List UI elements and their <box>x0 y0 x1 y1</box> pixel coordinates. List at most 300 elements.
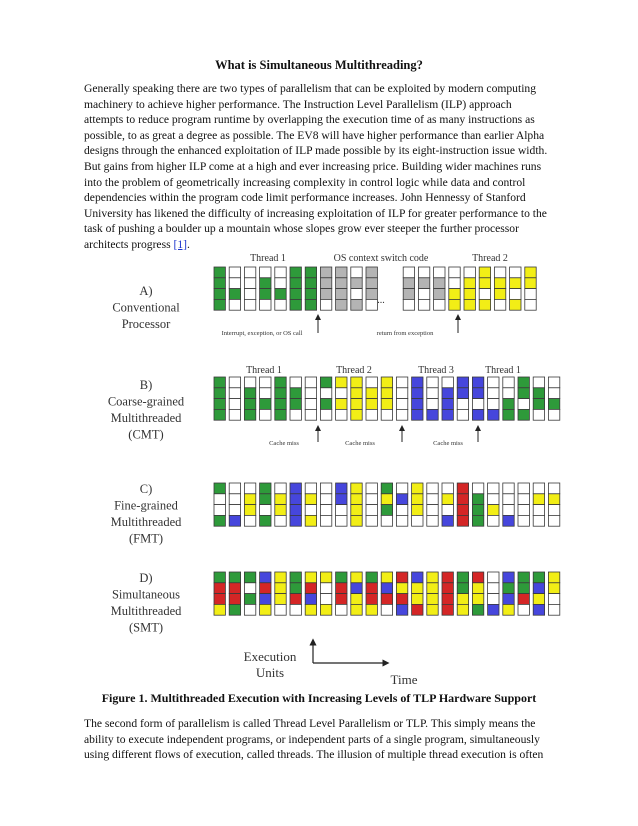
execution-slot <box>442 494 453 505</box>
execution-slot <box>488 594 499 605</box>
execution-slot <box>305 267 316 278</box>
execution-slot <box>479 278 490 289</box>
execution-slot <box>472 572 483 583</box>
intro-paragraph-line: Generally speaking there are two types of parallelism that can be exploited by modern computing <box>84 82 537 95</box>
execution-slot <box>260 409 271 420</box>
execution-slot <box>518 399 529 410</box>
execution-slot <box>449 278 460 289</box>
execution-slot <box>434 289 445 300</box>
thread-label: Thread 1 <box>485 365 521 376</box>
execution-slot <box>457 583 468 594</box>
row-label-line: Simultaneous <box>111 587 181 602</box>
execution-slot <box>229 572 240 583</box>
execution-slot <box>320 267 331 278</box>
execution-slot <box>412 377 423 388</box>
execution-slot <box>396 583 407 594</box>
execution-slot <box>412 594 423 605</box>
execution-slot <box>260 267 271 278</box>
execution-slot <box>351 572 362 583</box>
execution-slot <box>275 409 286 420</box>
execution-slot <box>418 299 429 310</box>
execution-slot <box>229 399 240 410</box>
tlp-paragraph-line: The second form of parallelism is called Thread Level Parallelism or TLP. This simply means the <box>84 717 536 730</box>
execution-slot <box>275 299 286 310</box>
execution-slot <box>260 505 271 516</box>
execution-slot <box>320 399 331 410</box>
execution-slot <box>260 388 271 399</box>
execution-slot <box>488 483 499 494</box>
execution-slot <box>336 594 347 605</box>
intro-paragraph-line: attempts to reduce program runtime by overlapping the execution time of as many instructions as <box>84 113 535 127</box>
execution-slot <box>229 299 240 310</box>
execution-slot <box>479 267 490 278</box>
execution-slot <box>525 278 536 289</box>
execution-slot <box>472 399 483 410</box>
execution-slot <box>457 515 468 526</box>
row-label-line: (CMT) <box>128 427 164 442</box>
execution-slot <box>464 289 475 300</box>
execution-slot <box>214 377 225 388</box>
execution-slot <box>214 278 225 289</box>
execution-slot <box>381 483 392 494</box>
execution-slot <box>548 505 559 516</box>
execution-slot <box>305 289 316 300</box>
execution-slot <box>260 377 271 388</box>
execution-slot <box>518 483 529 494</box>
reference-link[interactable]: [1] <box>173 237 188 251</box>
intro-paragraph-line: task of pushing a boulder up a mountain whose slopes grow ever steeper the further processor <box>84 222 519 236</box>
execution-slot <box>412 572 423 583</box>
execution-slot <box>434 267 445 278</box>
execution-slot <box>290 278 301 289</box>
execution-slot <box>412 604 423 615</box>
execution-slot <box>503 572 514 583</box>
figure-caption: Figure 1. Multithreaded Execution with Increasing Levels of TLP Hardware Support <box>101 691 537 705</box>
execution-slot <box>244 604 255 615</box>
row-label-line: Multithreaded <box>110 604 182 618</box>
execution-slot <box>275 572 286 583</box>
row-label-line: (SMT) <box>128 620 164 635</box>
execution-slot <box>351 388 362 399</box>
execution-slot <box>229 377 240 388</box>
execution-slot <box>503 583 514 594</box>
execution-slot <box>518 515 529 526</box>
execution-slot <box>412 505 423 516</box>
execution-slot <box>320 278 331 289</box>
execution-slot <box>305 409 316 420</box>
execution-slot <box>305 299 316 310</box>
execution-slot <box>260 299 271 310</box>
tlp-paragraph-line: using different flows of execution, called threads. The illusion of multiple thread execution is often <box>84 748 544 762</box>
execution-slot <box>442 515 453 526</box>
execution-slot <box>305 572 316 583</box>
execution-slot <box>275 399 286 410</box>
execution-slot <box>229 267 240 278</box>
horizontal-axis-label: Time <box>390 672 418 687</box>
execution-slot <box>214 289 225 300</box>
execution-slot <box>548 483 559 494</box>
execution-slot <box>351 399 362 410</box>
execution-slot <box>305 377 316 388</box>
thread-label: Thread 1 <box>246 365 282 376</box>
execution-slot <box>229 515 240 526</box>
execution-slot <box>548 572 559 583</box>
execution-slot <box>275 388 286 399</box>
execution-slot <box>525 267 536 278</box>
execution-slot <box>503 409 514 420</box>
execution-slot <box>320 494 331 505</box>
execution-slot <box>366 267 377 278</box>
execution-slot <box>214 604 225 615</box>
execution-slot <box>548 494 559 505</box>
execution-slot <box>336 483 347 494</box>
thread-label: Thread 2 <box>472 253 508 264</box>
vertical-axis-label: Units <box>255 665 285 680</box>
execution-slot <box>488 572 499 583</box>
execution-slot <box>229 483 240 494</box>
execution-slot <box>427 409 438 420</box>
execution-slot <box>351 594 362 605</box>
intro-paragraph-line: dependencies within the program code limit performance increases. John Hennessy of Stanford <box>84 191 526 205</box>
execution-slot <box>366 299 377 310</box>
execution-slot <box>275 377 286 388</box>
execution-slot <box>488 377 499 388</box>
execution-slot <box>427 583 438 594</box>
execution-slot <box>244 515 255 526</box>
execution-slot <box>260 515 271 526</box>
execution-slot <box>336 409 347 420</box>
execution-slot <box>503 483 514 494</box>
execution-slot <box>336 399 347 410</box>
execution-slot <box>320 505 331 516</box>
execution-slot <box>518 494 529 505</box>
execution-slot <box>412 583 423 594</box>
execution-slot <box>412 483 423 494</box>
execution-slot <box>260 572 271 583</box>
execution-slot <box>229 494 240 505</box>
execution-slot <box>214 505 225 516</box>
execution-slot <box>488 583 499 594</box>
execution-slot <box>290 267 301 278</box>
execution-slot <box>503 505 514 516</box>
execution-slot <box>510 289 521 300</box>
execution-slot <box>548 409 559 420</box>
execution-slot <box>488 494 499 505</box>
execution-slot <box>533 399 544 410</box>
execution-slot <box>525 299 536 310</box>
execution-slot <box>472 409 483 420</box>
execution-slot <box>260 289 271 300</box>
execution-slot <box>320 483 331 494</box>
execution-slot <box>418 267 429 278</box>
execution-slot <box>244 594 255 605</box>
execution-slot <box>351 604 362 615</box>
execution-slot <box>244 409 255 420</box>
execution-slot <box>403 267 414 278</box>
execution-slot <box>488 604 499 615</box>
execution-slot <box>381 494 392 505</box>
ellipsis-label: ... <box>377 295 385 306</box>
execution-slot <box>275 494 286 505</box>
execution-slot <box>366 515 377 526</box>
execution-slot <box>290 515 301 526</box>
execution-slot <box>320 377 331 388</box>
execution-slot <box>533 583 544 594</box>
execution-slot <box>275 594 286 605</box>
execution-slot <box>351 515 362 526</box>
execution-slot <box>412 399 423 410</box>
event-label: Cache miss <box>433 440 463 447</box>
execution-slot <box>336 583 347 594</box>
execution-slot <box>366 289 377 300</box>
execution-slot <box>533 594 544 605</box>
execution-slot <box>366 409 377 420</box>
execution-slot <box>351 583 362 594</box>
execution-slot <box>442 377 453 388</box>
execution-slot <box>503 494 514 505</box>
execution-slot <box>336 494 347 505</box>
event-label: Cache miss <box>269 440 299 447</box>
execution-slot <box>442 399 453 410</box>
execution-slot <box>381 377 392 388</box>
execution-slot <box>494 278 505 289</box>
execution-slot <box>472 604 483 615</box>
execution-slot <box>336 267 347 278</box>
execution-slot <box>229 594 240 605</box>
intro-paragraph-line: into the problem of geometrically increasing complexity in control logic while data and control <box>84 175 526 189</box>
execution-slot <box>214 409 225 420</box>
row-label-line: Processor <box>121 317 171 331</box>
execution-slot <box>244 505 255 516</box>
execution-slot <box>548 594 559 605</box>
row-label-line: B) <box>139 378 153 392</box>
execution-slot <box>366 572 377 583</box>
row-label-line: D) <box>139 571 153 585</box>
execution-slot <box>457 494 468 505</box>
execution-slot <box>214 594 225 605</box>
execution-slot <box>518 572 529 583</box>
execution-slot <box>403 289 414 300</box>
execution-slot <box>472 377 483 388</box>
execution-slot <box>244 388 255 399</box>
execution-slot <box>381 583 392 594</box>
execution-slot <box>290 399 301 410</box>
execution-slot <box>244 289 255 300</box>
execution-slot <box>351 409 362 420</box>
execution-slot <box>518 409 529 420</box>
vertical-axis-label: Execution <box>243 649 297 664</box>
execution-slot <box>449 289 460 300</box>
execution-slot <box>427 505 438 516</box>
execution-slot <box>518 505 529 516</box>
row-label-line: (FMT) <box>128 531 164 546</box>
execution-slot <box>396 505 407 516</box>
execution-slot <box>427 594 438 605</box>
execution-slot <box>366 594 377 605</box>
execution-slot <box>412 515 423 526</box>
execution-slot <box>457 604 468 615</box>
execution-slot <box>457 399 468 410</box>
execution-slot <box>488 409 499 420</box>
execution-slot <box>396 399 407 410</box>
execution-slot <box>244 278 255 289</box>
execution-slot <box>244 483 255 494</box>
execution-slot <box>320 388 331 399</box>
execution-slot <box>533 388 544 399</box>
execution-slot <box>336 377 347 388</box>
execution-slot <box>290 289 301 300</box>
page-title: What is Simultaneous Multithreading? <box>215 58 423 72</box>
execution-slot <box>260 483 271 494</box>
execution-slot <box>396 515 407 526</box>
execution-slot <box>472 594 483 605</box>
execution-slot <box>214 299 225 310</box>
execution-slot <box>457 483 468 494</box>
execution-slot <box>229 278 240 289</box>
execution-slot <box>442 483 453 494</box>
intro-paragraph-end: . <box>187 237 190 251</box>
row-label-line: Multithreaded <box>110 515 182 529</box>
execution-slot <box>418 278 429 289</box>
execution-slot <box>290 409 301 420</box>
execution-slot <box>366 505 377 516</box>
execution-slot <box>260 583 271 594</box>
execution-slot <box>244 583 255 594</box>
execution-slot <box>518 594 529 605</box>
execution-slot <box>494 267 505 278</box>
thread-label: OS context switch code <box>333 253 429 264</box>
execution-slot <box>464 278 475 289</box>
execution-slot <box>305 594 316 605</box>
execution-slot <box>503 594 514 605</box>
execution-slot <box>305 494 316 505</box>
execution-slot <box>472 515 483 526</box>
execution-slot <box>229 409 240 420</box>
execution-slot <box>442 572 453 583</box>
execution-slot <box>396 594 407 605</box>
row-label-line: C) <box>139 482 153 496</box>
execution-slot <box>479 289 490 300</box>
execution-slot <box>442 594 453 605</box>
execution-slot <box>427 399 438 410</box>
execution-slot <box>449 267 460 278</box>
execution-slot <box>457 505 468 516</box>
execution-slot <box>533 572 544 583</box>
execution-slot <box>320 572 331 583</box>
execution-slot <box>381 388 392 399</box>
execution-slot <box>427 604 438 615</box>
execution-slot <box>214 267 225 278</box>
execution-slot <box>381 594 392 605</box>
execution-slot <box>442 388 453 399</box>
execution-slot <box>305 604 316 615</box>
execution-slot <box>229 583 240 594</box>
execution-slot <box>320 583 331 594</box>
execution-slot <box>525 289 536 300</box>
execution-slot <box>336 278 347 289</box>
execution-slot <box>396 494 407 505</box>
execution-slot <box>351 494 362 505</box>
row-label-line: Coarse-grained <box>107 394 185 409</box>
execution-slot <box>305 583 316 594</box>
row-label-line: Multithreaded <box>110 411 182 425</box>
execution-slot <box>381 572 392 583</box>
execution-slot <box>290 604 301 615</box>
execution-slot <box>488 388 499 399</box>
execution-slot <box>351 505 362 516</box>
execution-slot <box>366 399 377 410</box>
execution-slot <box>305 399 316 410</box>
intro-paragraph-line: University has likened the difficulty of increasing exploitation of ILP for greater performance to the <box>84 206 547 220</box>
execution-slot <box>366 494 377 505</box>
execution-slot <box>403 299 414 310</box>
execution-slot <box>434 278 445 289</box>
execution-slot <box>488 505 499 516</box>
execution-slot <box>518 583 529 594</box>
execution-slot <box>290 299 301 310</box>
execution-slot <box>336 388 347 399</box>
execution-slot <box>510 299 521 310</box>
execution-slot <box>214 572 225 583</box>
execution-slot <box>351 278 362 289</box>
execution-slot <box>442 409 453 420</box>
execution-slot <box>412 409 423 420</box>
execution-slot <box>260 594 271 605</box>
execution-slot <box>434 299 445 310</box>
execution-slot <box>548 604 559 615</box>
execution-slot <box>396 483 407 494</box>
execution-slot <box>548 583 559 594</box>
execution-slot <box>457 594 468 605</box>
execution-slot <box>366 278 377 289</box>
execution-slot <box>442 583 453 594</box>
execution-slot <box>427 572 438 583</box>
execution-slot <box>427 388 438 399</box>
execution-slot <box>275 267 286 278</box>
execution-slot <box>494 299 505 310</box>
intro-paragraph-last: architects progress <box>84 237 174 251</box>
execution-slot <box>351 289 362 300</box>
execution-slot <box>494 289 505 300</box>
execution-slot <box>290 594 301 605</box>
row-label-line: Conventional <box>112 300 180 315</box>
execution-slot <box>464 299 475 310</box>
execution-slot <box>275 483 286 494</box>
execution-slot <box>533 494 544 505</box>
execution-slot <box>320 299 331 310</box>
execution-slot <box>275 604 286 615</box>
execution-slot <box>472 494 483 505</box>
execution-slot <box>503 515 514 526</box>
execution-slot <box>244 299 255 310</box>
execution-slot <box>305 505 316 516</box>
execution-slot <box>214 388 225 399</box>
event-label: return from exception <box>376 330 434 337</box>
execution-slot <box>548 377 559 388</box>
execution-slot <box>290 572 301 583</box>
thread-label: Thread 2 <box>336 365 372 376</box>
intro-paragraph-line: machinery to achieve higher performance. The Instruction Level Parallelism (ILP) approach <box>84 97 512 111</box>
execution-slot <box>366 377 377 388</box>
execution-slot <box>244 572 255 583</box>
execution-slot <box>336 505 347 516</box>
execution-slot <box>396 572 407 583</box>
execution-slot <box>290 583 301 594</box>
execution-slot <box>427 483 438 494</box>
execution-slot <box>381 409 392 420</box>
execution-slot <box>396 377 407 388</box>
execution-slot <box>275 583 286 594</box>
